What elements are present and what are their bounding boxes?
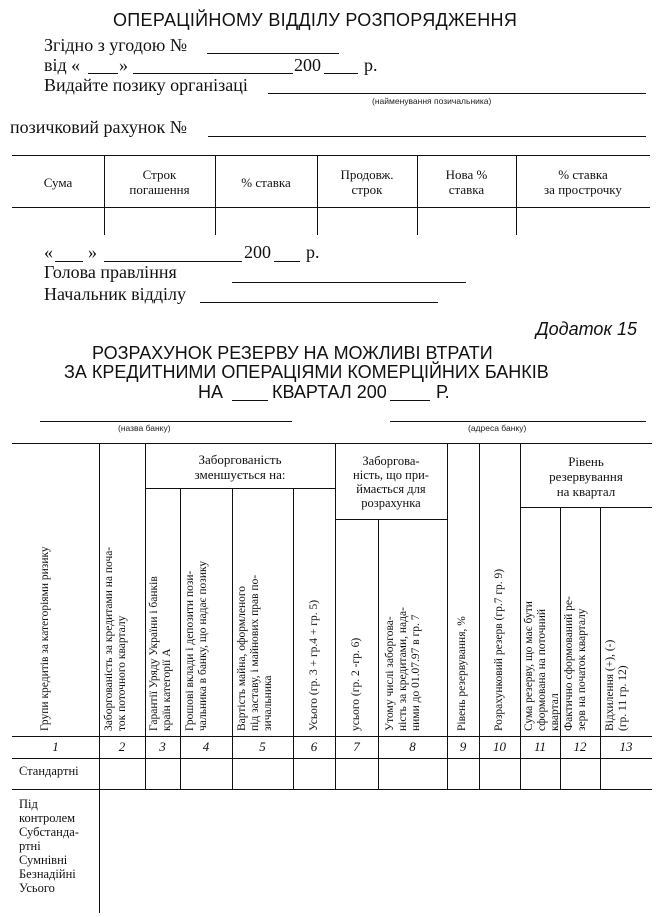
- bank-address-field[interactable]: [390, 421, 646, 422]
- col-number-2: 2: [118, 739, 126, 754]
- header-sum: Сума: [43, 174, 73, 190]
- chairman-signature-field[interactable]: [232, 282, 466, 283]
- appendix-title-line3-post: Р.: [436, 382, 450, 402]
- header-new-rate: Нова % ставка: [445, 167, 488, 197]
- sign-year-suffix: р.: [306, 242, 320, 262]
- year-field[interactable]: [324, 73, 358, 74]
- appendix-title-line3-mid: КВАРТАЛ 200: [272, 382, 387, 402]
- col-total-accepted: усього (гр. 2 -гр. 6): [350, 637, 362, 731]
- loan-table: [12, 155, 650, 235]
- col-deposits: Грошові вклади і депозити пози- чальника в банку, що надає позику: [184, 560, 209, 731]
- year-prefix: 200: [294, 55, 321, 75]
- col-calculated-reserve: Розрахунковий резерв (гр.7 гр. 9): [493, 568, 505, 731]
- col-number-5: 5: [259, 739, 266, 754]
- sign-date-open: «: [44, 242, 53, 262]
- row-labels-other: Під контролем Субстанда- ртні Сумнівні Безнадійні Усього: [19, 797, 79, 895]
- col-deviation: Відхилення (+), (-) (гр. 11 гр. 12): [604, 639, 629, 731]
- loan-account-field[interactable]: [208, 136, 646, 137]
- col-number-4: 4: [202, 739, 210, 754]
- quarter-field[interactable]: [232, 400, 268, 401]
- sign-date-close: »: [88, 242, 97, 262]
- date-day-field[interactable]: [88, 73, 118, 74]
- reserve-table: [12, 443, 652, 913]
- col-number-6: 6: [310, 739, 318, 754]
- col-reserve-rate: Рівень резервування, %: [456, 616, 468, 731]
- appendix-title-line3-pre: НА: [198, 382, 224, 402]
- bank-name-caption: (назва банку): [118, 423, 171, 433]
- group-reserve-level: Рівень резервування на квартал: [549, 453, 623, 499]
- year-suffix: р.: [364, 55, 378, 75]
- loan-account-label: позичковий рахунок №: [10, 117, 187, 137]
- borrower-caption: (найменування позичальника): [372, 96, 492, 106]
- col-number-9: 9: [459, 739, 467, 754]
- col-number-8: 8: [409, 739, 416, 754]
- col-total-reduced: Усього (гр. 3 + гр.4 + гр. 5): [308, 599, 320, 731]
- header-term: Строк погашення: [129, 167, 190, 197]
- issue-loan-label: Видайте позику організаці: [44, 75, 248, 95]
- col-number-13: 13: [619, 739, 633, 754]
- agreement-number-field[interactable]: [207, 53, 339, 54]
- date-from-label: від «: [44, 55, 81, 75]
- quarter-year-field[interactable]: [390, 400, 430, 401]
- col-gov-guarantees: Гарантії Уряду України і банків країн категорії А: [148, 576, 173, 731]
- date-month-field[interactable]: [133, 73, 293, 74]
- col-number-12: 12: [573, 739, 587, 754]
- col-actual-reserve: Фактично сформований ре- зерв на початок кварталу: [563, 596, 588, 731]
- chairman-label: Голова правління: [44, 262, 177, 282]
- header-extended-term: Продовж. строк: [340, 167, 394, 197]
- bank-address-caption: (адреса банку): [468, 423, 527, 433]
- col-number-11: 11: [533, 739, 547, 754]
- col-number-7: 7: [353, 739, 360, 754]
- col-number-1: 1: [52, 739, 59, 754]
- appendix-label: Додаток 15: [536, 319, 637, 339]
- group-debt-accepted: Заборгова- ність, що при- ймається для розрахунка: [353, 454, 429, 510]
- appendix-title-line2: ЗА КРЕДИТНИМИ ОПЕРАЦІЯМИ КОМЕРЦІЙНИХ БАНКІВ: [64, 362, 549, 382]
- agreement-label: Згідно з угодою №: [44, 35, 187, 55]
- col-number-3: 3: [159, 739, 166, 754]
- date-quote-close: »: [119, 55, 128, 75]
- bank-name-field[interactable]: [40, 421, 292, 422]
- sign-year-prefix: 200: [244, 242, 271, 262]
- col-risk-groups: Групи кредитів за категоріями ризику: [39, 546, 51, 731]
- appendix-title-line1: РОЗРАХУНОК РЕЗЕРВУ НА МОЖЛИВІ ВТРАТИ: [92, 343, 493, 363]
- header-overdue-rate: % ставка за прострочку: [544, 167, 622, 197]
- col-collateral: Вартість майна, оформленого під заставу, і майнових прав по- зичальника: [236, 574, 274, 731]
- col-required-reserve: Сума резерву, що має бути сформована на поточний квартал: [523, 601, 561, 731]
- row-label-standard: Стандартні: [19, 764, 79, 778]
- sign-year-field[interactable]: [274, 261, 300, 262]
- col-debt-start: Заборгованість за кредитами на поча- ток поточного кварталу: [103, 546, 128, 731]
- borrower-field[interactable]: [268, 93, 646, 94]
- order-title: ОПЕРАЦІЙНОМУ ВІДДІЛУ РОЗПОРЯДЖЕННЯ: [113, 10, 518, 30]
- col-pre-1997-debt: Утому числі заборгова- ність за кредитами, нада- ними до 01.07.97 в гр. 7: [384, 607, 422, 731]
- group-debt-reduced: Заборгованість зменшується на:: [194, 452, 286, 482]
- col-number-10: 10: [493, 739, 506, 754]
- dept-head-label: Начальник відділу: [44, 284, 186, 304]
- header-rate: % ставка: [241, 174, 291, 190]
- dept-head-signature-field[interactable]: [200, 302, 438, 303]
